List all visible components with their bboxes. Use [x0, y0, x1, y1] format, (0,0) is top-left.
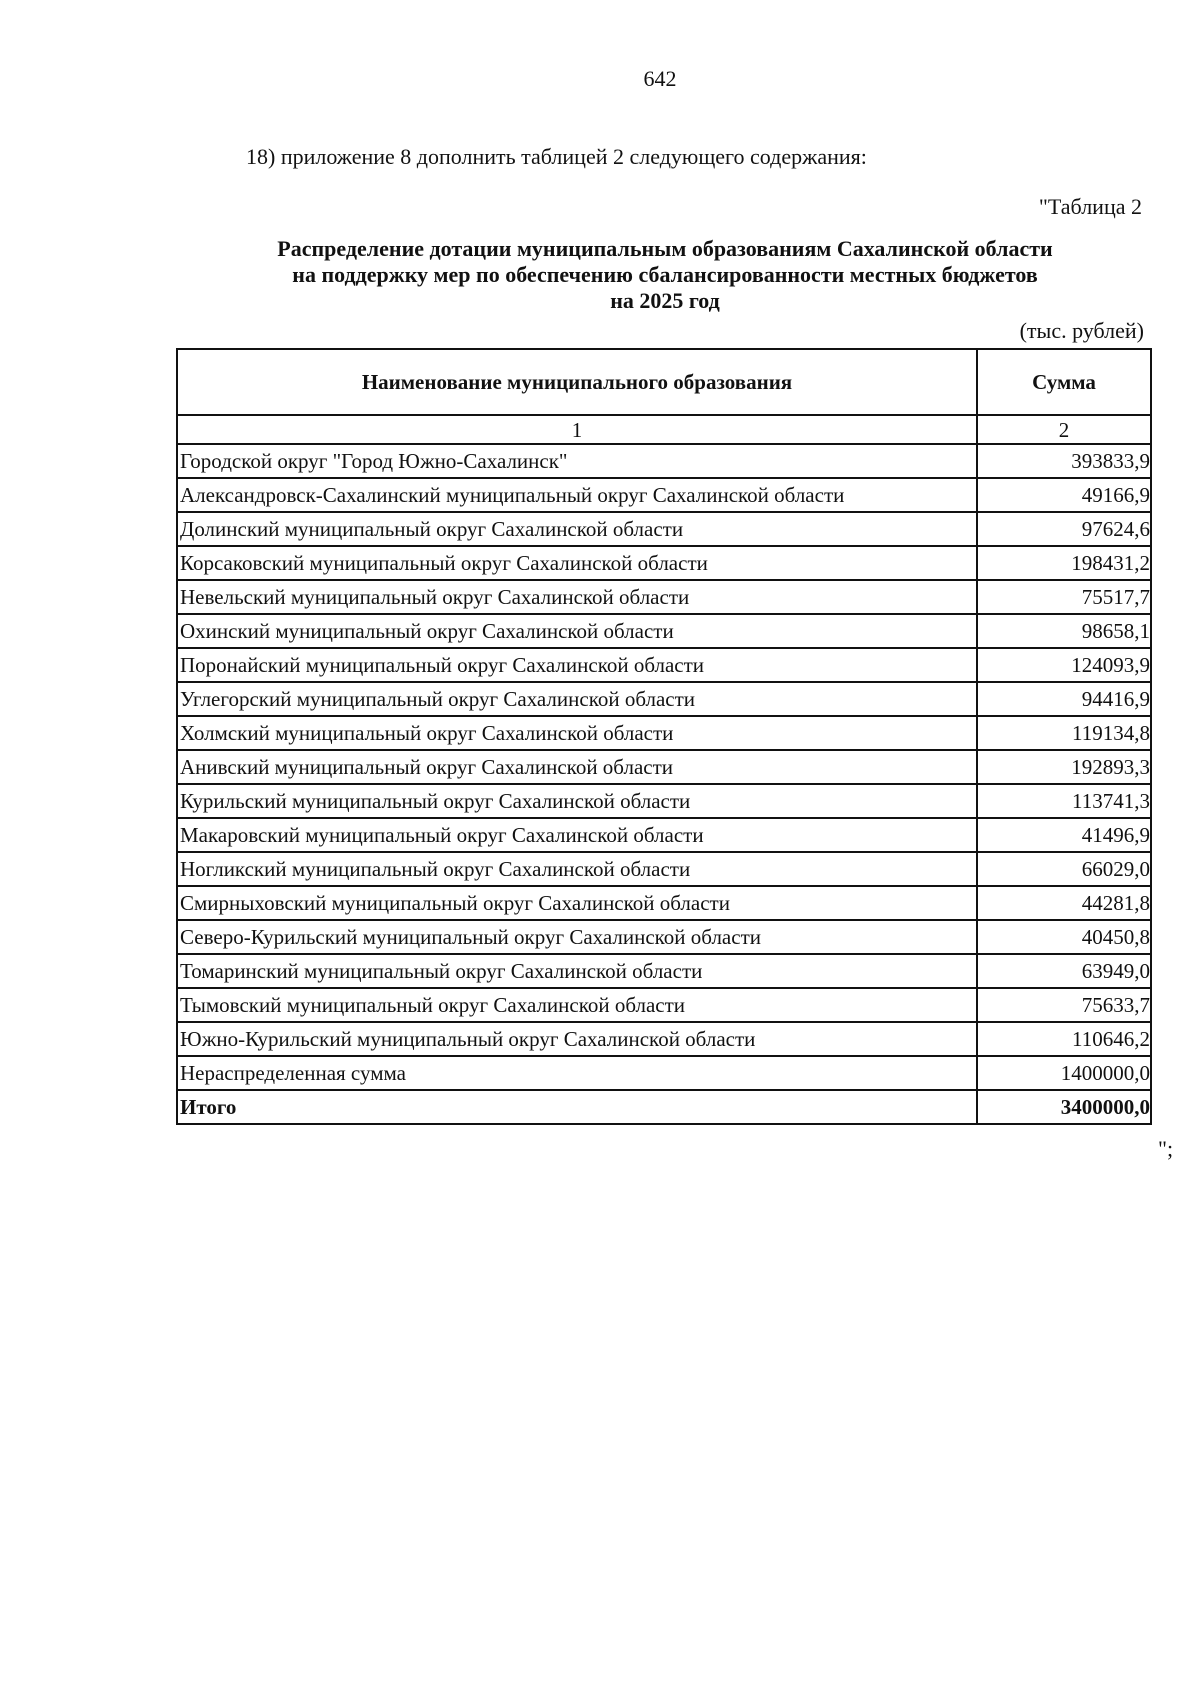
amount-value: 97624,6 — [977, 512, 1151, 546]
table-row — [177, 614, 1151, 648]
title-line-2: на поддержку мер по обеспечению сбалансированности местных бюджетов — [292, 262, 1038, 287]
amount-value: 192893,3 — [977, 750, 1151, 784]
municipality-name: Холмский муниципальный округ Сахалинской области — [177, 716, 977, 750]
table-row — [177, 648, 1151, 682]
table-row — [177, 682, 1151, 716]
municipality-name: Макаровский муниципальный округ Сахалинской области — [177, 818, 977, 852]
amount-value: 124093,9 — [977, 648, 1151, 682]
total-row — [177, 1090, 1151, 1124]
table-row — [177, 1022, 1151, 1056]
table-row — [177, 988, 1151, 1022]
amount-value: 75517,7 — [977, 580, 1151, 614]
table-row — [177, 784, 1151, 818]
total-value: 3400000,0 — [977, 1090, 1151, 1124]
table-caption: "Таблица 2 — [1038, 194, 1142, 219]
page-number: 642 — [643, 66, 677, 91]
municipality-name: Анивский муниципальный округ Сахалинской области — [177, 750, 977, 784]
amount-value: 63949,0 — [977, 954, 1151, 988]
municipality-name: Охинский муниципальный округ Сахалинской области — [177, 614, 977, 648]
title-line-3: на 2025 год — [610, 288, 720, 313]
units-label: (тыс. рублей) — [1019, 318, 1144, 343]
total-label: Итого — [177, 1090, 977, 1124]
amount-value: 113741,3 — [977, 784, 1151, 818]
table-row — [177, 716, 1151, 750]
table-row — [177, 852, 1151, 886]
amount-value: 94416,9 — [977, 682, 1151, 716]
municipality-name: Долинский муниципальный округ Сахалинской области — [177, 512, 977, 546]
table-row — [177, 954, 1151, 988]
amount-value: 119134,8 — [977, 716, 1151, 750]
amount-value: 98658,1 — [977, 614, 1151, 648]
column-number-1: 1 — [177, 415, 977, 444]
amount-value: 40450,8 — [977, 920, 1151, 954]
municipality-name: Смирныховский муниципальный округ Сахалинской области — [177, 886, 977, 920]
intro-paragraph: 18) приложение 8 дополнить таблицей 2 следующего содержания: — [246, 144, 867, 169]
header-municipality: Наименование муниципального образования — [177, 349, 977, 415]
municipality-name: Томаринский муниципальный округ Сахалинской области — [177, 954, 977, 988]
column-number-2: 2 — [977, 415, 1151, 444]
municipality-name: Ногликский муниципальный округ Сахалинской области — [177, 852, 977, 886]
document-title — [160, 236, 1170, 314]
title-line-1: Распределение дотации муниципальным образованиям Сахалинской области — [277, 236, 1053, 261]
table-row — [177, 444, 1151, 478]
table-row — [177, 478, 1151, 512]
amount-value: 1400000,0 — [977, 1056, 1151, 1090]
municipality-name: Северо-Курильский муниципальный округ Сахалинской области — [177, 920, 977, 954]
table-row — [177, 818, 1151, 852]
table-row — [177, 546, 1151, 580]
table-row — [177, 1056, 1151, 1090]
municipality-name: Поронайский муниципальный округ Сахалинской области — [177, 648, 977, 682]
municipality-name: Невельский муниципальный округ Сахалинской области — [177, 580, 977, 614]
amount-value: 393833,9 — [977, 444, 1151, 478]
table-header-row — [177, 349, 1151, 415]
header-amount: Сумма — [977, 349, 1151, 415]
closing-mark: "; — [1158, 1136, 1174, 1161]
subsidy-table — [176, 348, 1152, 1125]
municipality-name: Нераспределенная сумма — [177, 1056, 977, 1090]
municipality-name: Углегорский муниципальный округ Сахалинской области — [177, 682, 977, 716]
municipality-name: Тымовский муниципальный округ Сахалинской области — [177, 988, 977, 1022]
table-row — [177, 886, 1151, 920]
table-row — [177, 580, 1151, 614]
amount-value: 41496,9 — [977, 818, 1151, 852]
amount-value: 49166,9 — [977, 478, 1151, 512]
municipality-name: Курильский муниципальный округ Сахалинской области — [177, 784, 977, 818]
amount-value: 198431,2 — [977, 546, 1151, 580]
amount-value: 44281,8 — [977, 886, 1151, 920]
amount-value: 75633,7 — [977, 988, 1151, 1022]
amount-value: 66029,0 — [977, 852, 1151, 886]
amount-value: 110646,2 — [977, 1022, 1151, 1056]
municipality-name: Городской округ "Город Южно-Сахалинск" — [177, 444, 977, 478]
table-row — [177, 920, 1151, 954]
table-row — [177, 512, 1151, 546]
municipality-name: Александровск-Сахалинский муниципальный округ Сахалинской области — [177, 478, 977, 512]
municipality-name: Корсаковский муниципальный округ Сахалинской области — [177, 546, 977, 580]
column-number-row — [177, 415, 1151, 444]
municipality-name: Южно-Курильский муниципальный округ Сахалинской области — [177, 1022, 977, 1056]
table-row — [177, 750, 1151, 784]
